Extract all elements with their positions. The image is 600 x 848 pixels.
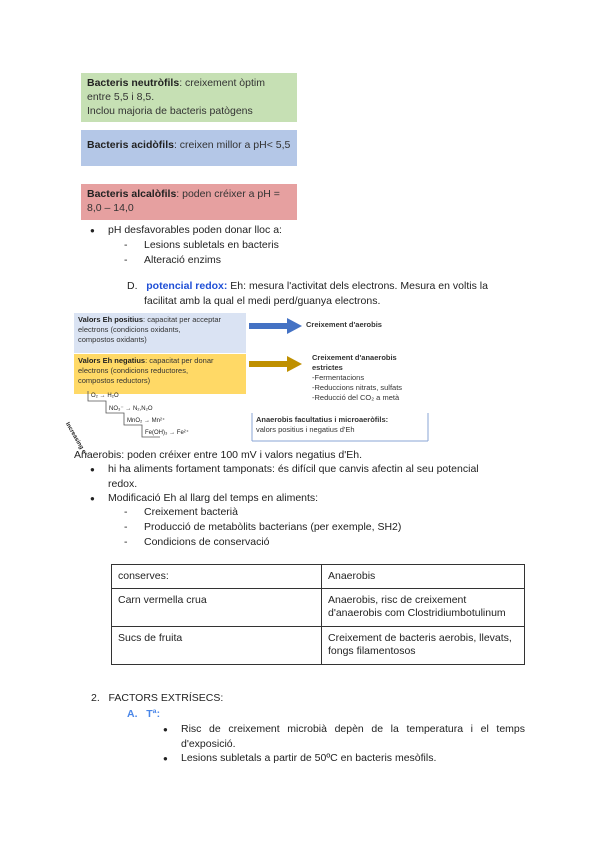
temperature-bullet-1 [181,722,525,752]
redox-title: potencial redox: [146,280,228,292]
table-cell: Anaerobis [322,565,525,589]
neutrophils-line2: entre 5,5 i 8,5. [87,91,155,103]
ph-item-2: - Alteració enzims [144,253,221,268]
eh-positive-line1: : capacitat per acceptar [143,315,221,324]
table-cell: Creixement de bacteris aerobis, llevats, fongs filamentosos [322,627,525,665]
reaction-2: NO₃⁻ → N₂,N₂O [109,406,153,412]
table-cell: Carn vermella crua [112,589,322,627]
anaerobic-title2: estrictes [312,363,343,372]
anaerobic-item-3: -Reducció del CO₂ a metà [312,393,400,402]
section-2-number: 2. [91,692,100,704]
acidophils-box [81,130,297,166]
section-2-heading [91,691,223,706]
anaerobic-item-2: -Reduccions nitrats, sulfats [312,383,403,392]
eh-negative-line2: electrons (condicions reductores, [78,366,189,375]
table-cell: conserves: [112,565,322,589]
temperature-bullet-2: ● Lesions subletals a partir de 50ºC en bacteris mesòfils. [181,751,436,766]
buffered-line1: ● hi ha aliments fortament tamponats: és difícil que canvis afectin al seu potencial [108,463,479,475]
eh-item-2: - Producció de metabòlits bacterians (per exemple, SH2) [144,520,401,535]
eh-positive-line2: electrons (condicions oxidants, [78,325,181,334]
reaction-3: MnO₂ → Mn²⁺ [127,418,166,424]
increasing-electrons-label: Increasing e⁻ [63,421,89,458]
temperature-bullet-1-line1: ● Risc de creixement microbià depèn de la temperatura i el temps [181,723,525,735]
anaerobes-line: Anaerobis: poden créixer entre 100 mV i valors negatius d'Eh. [74,449,363,461]
ph-item-1: - Lesions subletals en bacteris [144,238,279,253]
neutrophils-title: Bacteris neutròfils [87,77,180,89]
reaction-4: Fe(OH)₃ → Fe²⁺ [145,430,189,436]
redox-paragraph [127,279,527,309]
table-row [112,589,525,627]
alkalophils-title: Bacteris alcalòfils [87,188,177,200]
section-2-title: FACTORS EXTRÍSECS: [108,692,224,704]
eh-negative-line3: compostos reductors) [78,376,151,385]
ph-bullet: ● pH desfavorables poden donar lloc a: [108,223,282,238]
anaerobic-growth-block [312,353,402,403]
alkalophils-box [81,184,297,220]
eh-item-3: - Condicions de conservació [144,535,270,550]
anaerobic-item-1: -Fermentacions [312,373,365,382]
eh-negative-title: Valors Eh negatius [78,356,146,365]
table-cell: Anaerobis, risc de creixement d'anaerobis com Clostridiumbotulinum [322,589,525,627]
eh-item-1: - Creixement bacterià [144,505,238,520]
acidophils-text: : creixen millor a pH< 5,5 [173,139,291,151]
temperature-bullet-1-line2: d'exposició. [181,738,236,750]
redox-line2: facilitat amb la qual el medi perd/guanya electrons. [144,295,381,307]
eh-negative-line1: : capacitat per donar [145,356,214,365]
table-row [112,627,525,665]
temperature-title: Tª: [146,708,161,720]
neutrophils-line3: Inclou majoria de bacteris patògens [87,105,253,117]
buffered-bullet [108,462,526,492]
facultative-block [256,415,388,435]
redox-label: D. [127,280,138,292]
temperature-heading [127,707,160,722]
neutrophils-line1: : creixement òptim [179,77,265,89]
table-row [112,565,525,589]
alkalophils-line1: : poden créixer a pH = [176,188,280,200]
facultative-text: valors positius i negatius d'Eh [256,425,355,434]
anaerobic-title1: Creixement d'anaerobis [312,353,397,362]
aerobic-arrow [249,318,302,334]
table-cell: Sucs de fruita [112,627,322,665]
buffered-line2: redox. [108,478,138,490]
reaction-1: O₂ → H₂O [91,393,119,399]
temperature-label: A. [127,708,138,720]
facultative-title: Anaerobis facultatius i microaeròfils: [256,415,389,424]
acidophils-title: Bacteris acidòfils [87,139,174,151]
aerobic-growth-label: Creixement d'aerobis [306,320,382,329]
modification-bullet: ● Modificació Eh al llarg del temps en aliments: [108,491,318,506]
eh-positive-title: Valors Eh positius [78,315,144,324]
anaerobic-arrow [249,356,302,372]
redox-line1: Eh: mesura l'activitat dels electrons. Mesura en voltis la [227,280,488,292]
eh-foods-table [111,564,525,665]
alkalophils-line2: 8,0 – 14,0 [87,202,134,214]
eh-positive-line3: compostos oxidants) [78,335,147,344]
neutrophils-box [81,73,297,122]
